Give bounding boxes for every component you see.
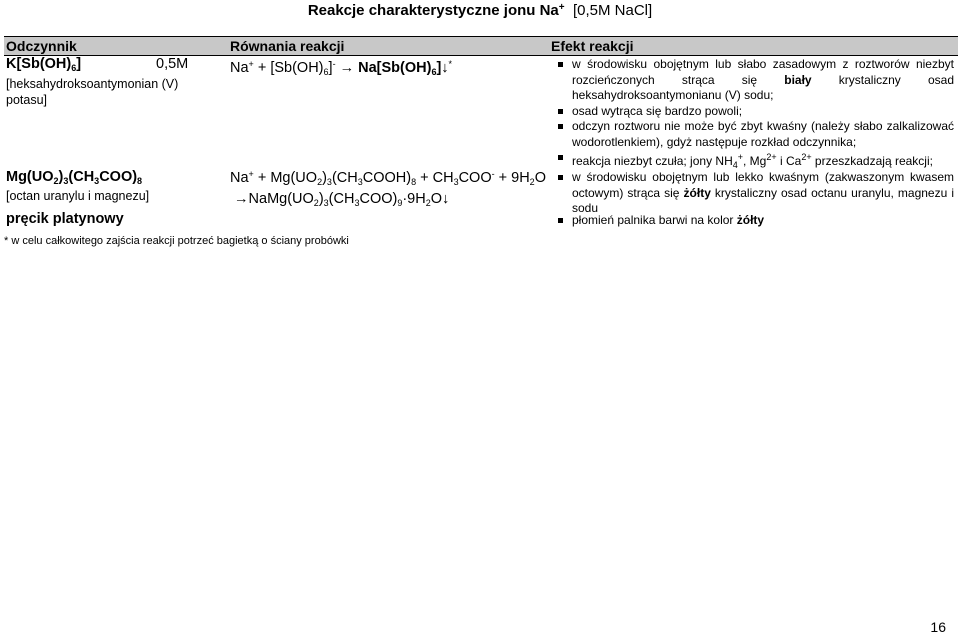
reagent-2-formula: $Mg(UO_2)_3(CH_3COO)_8$ [6, 169, 143, 186]
page-number: 16 [930, 619, 946, 635]
effect-1-4: reakcja niezbyt czuła; jony $NH_4^+$, $Mg^{2+}$ i $Ca^{2+}$ przeszkadzają reakcji; [556, 150, 954, 174]
reagent-2-name: [octan uranylu i magnezu] [6, 189, 150, 203]
footnote: * w celu całkowitego zajścia reakcji potrzeć bagietką o ściany probówki [4, 235, 349, 247]
table-header [4, 36, 958, 56]
header-equations: Równania reakcji [230, 38, 345, 54]
effect-1-1: w środowisku obojętnym lub słabo zasadowym z roztworów niezbyt rozcieńczonych strąca się biały krystaliczny osad heksahydroksoantymonianu (V) sodu; [556, 57, 954, 104]
header-effect: Efekt reakcji [551, 38, 634, 54]
reagent-1-name: [heksahydroksoantymonian (V) potasu] [6, 77, 179, 107]
reagent-1-concentration: 0,5M [156, 56, 189, 72]
effect-3-1: płomień palnika barwi na kolor żółty [556, 213, 954, 229]
equation-1: $Na^+ + [Sb(OH)_6]^-$ → $Na[Sb(OH)_6]↓^*$ [230, 59, 453, 77]
effect-2-1: w środowisku obojętnym lub lekko kwaśnym (zakwaszonym kwasem octowym) strąca się żółty krystaliczny osad octanu uranylu, magnezu i sodu [556, 170, 954, 217]
title-ion-charge: + [558, 2, 565, 13]
effect-1-3: odczyn roztworu nie może być zbyt kwaśny (należy słabo zalkalizować wodorotlenkiem), gdyż następuje rozkład odczynnika; [556, 119, 954, 150]
effects-3 [556, 213, 954, 229]
page-title [0, 2, 960, 19]
effects-2 [556, 170, 954, 217]
equation-2: $Na^+ + Mg(UO_2)_3(CH_3COOH)_8 + CH_3COO^- + 9H_2O$ $\to NaMg(UO_2)_3(CH_3COO)_9\cdot 9H_2O↓$ [230, 169, 546, 208]
header-reagent: Odczynnik [6, 38, 77, 54]
reagent-3-name: pręcik platynowy [6, 211, 124, 227]
effect-1-2: osad wytrąca się bardzo powoli; [556, 104, 954, 120]
title-main: Reakcje charakterystyczne jonu Na [307, 2, 559, 19]
reagent-1-formula: $K[Sb(OH)_6]$ 0,5M [6, 56, 189, 73]
effects-1 [556, 57, 954, 174]
title-sub: [0,5M NaCl] [572, 2, 653, 19]
